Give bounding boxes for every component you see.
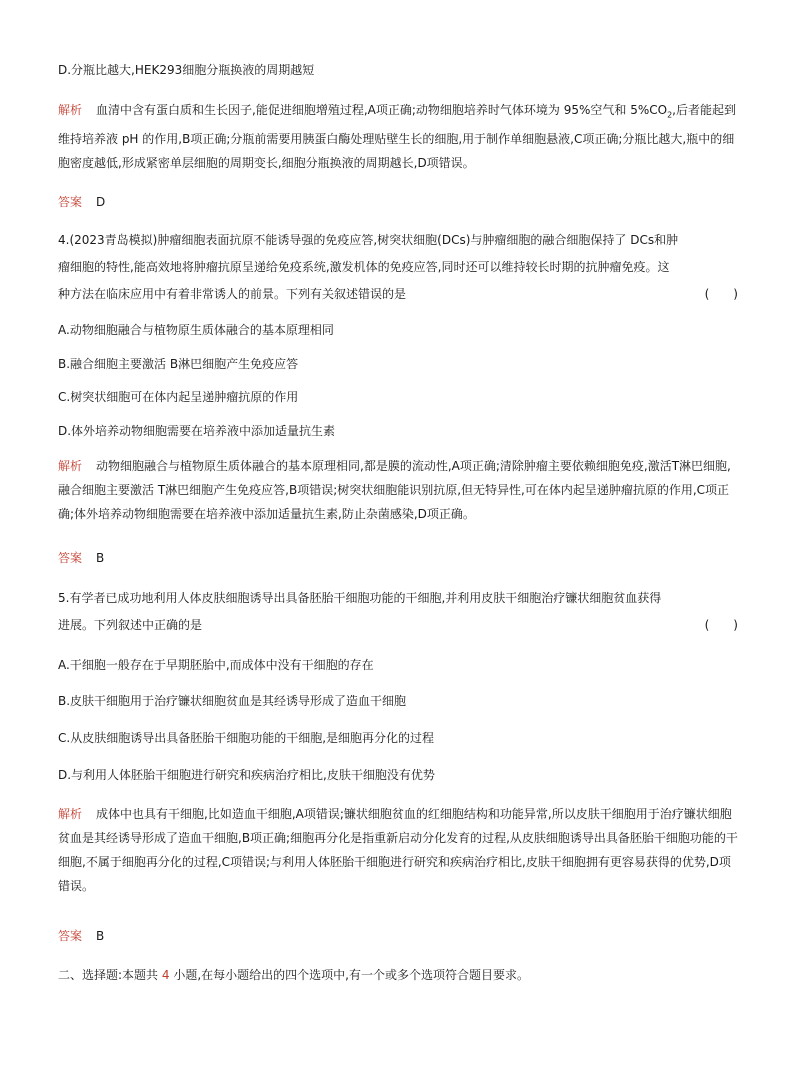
q4-stem-line-1: 4.(2023青岛模拟)肿瘤细胞表面抗原不能诱导强的免疫应答,树突状细胞(DCs)与肿瘤细胞的融合细胞保持了 DCs和肿 (58, 233, 679, 247)
q5-option-c: C.从皮肤细胞诱导出具备胚胎干细胞功能的干细胞,是细胞再分化的过程 (58, 731, 435, 745)
section-2-prefix: 二、选择题:本题共 (58, 968, 162, 982)
q4-answer-blank: ( ) (704, 287, 738, 301)
q3-analysis (58, 98, 738, 175)
co2-subscript: 2 (667, 110, 673, 120)
q3-analysis-text-2: ,后者能起到维持培养液 pH 的作用,B项正确;分瓶前需要用胰蛋白酶处理贴壁生长的细胞,用于制作单细胞悬液,C项正确;分瓶比越大,瓶中的细胞密度越低,形成紧密单层细胞的周期变长,细胞分瓶换液的周期越长,D项错误。 (58, 103, 736, 171)
section-2-suffix: 小题,在每小题给出的四个选项中,有一个或多个选项符合题目要求。 (169, 968, 529, 982)
q5-option-d: D.与利用人体胚胎干细胞进行研究和疾病治疗相比,皮肤干细胞没有优势 (58, 768, 435, 782)
answer-label: 答案 (58, 551, 83, 565)
q4-option-b: B.融合细胞主要激活 B淋巴细胞产生免疫应答 (58, 357, 299, 371)
analysis-label: 解析 (58, 459, 83, 473)
answer-label: 答案 (58, 195, 83, 209)
q4-option-a: A.动物细胞融合与植物原生质体融合的基本原理相同 (58, 323, 334, 337)
answer-value: D (96, 195, 106, 209)
q4-analysis (58, 454, 738, 526)
q3-option-d: D.分瓶比越大,HEK293细胞分瓶换液的周期越短 (58, 63, 315, 77)
analysis-label: 解析 (58, 103, 83, 117)
q5-analysis-text: 成体中也具有干细胞,比如造血干细胞,A项错误;镰状细胞贫血的红细胞结构和功能异常,所以皮肤干细胞用于治疗镰状细胞贫血是其经诱导形成了造血干细胞,B项正确;细胞再分化是指重新启动分化发育的过程,从皮肤细胞诱导出具备胚胎干细胞功能的干细胞,不属于细胞再分化的过程,C项错误;与利用人体胚胎干细胞进行研究和疾病治疗相比,皮肤干细胞拥有更容易获得的优势,D项错误。 (58, 807, 738, 893)
analysis-label: 解析 (58, 807, 83, 821)
q5-stem-line-1: 5.有学者已成功地利用人体皮肤细胞诱导出具备胚胎干细胞功能的干细胞,并利用皮肤干细胞治疗镰状细胞贫血获得 (58, 591, 662, 605)
q5-stem-line-2: 进展。下列叙述中正确的是 (58, 618, 203, 632)
q3-answer (58, 194, 105, 210)
q4-stem-line-3: 种方法在临床应用中有着非常诱人的前景。下列有关叙述错误的是 (58, 287, 407, 301)
q4-option-d: D.体外培养动物细胞需要在培养液中添加适量抗生素 (58, 424, 336, 438)
q4-answer (58, 550, 104, 566)
q4-option-c: C.树突状细胞可在体内起呈递肿瘤抗原的作用 (58, 390, 299, 404)
q4-analysis-text: 动物细胞融合与植物原生质体融合的基本原理相同,都是膜的流动性,A项正确;清除肿瘤主要依赖细胞免疫,激活T淋巴细胞,融合细胞主要激活 T淋巴细胞产生免疫应答,B项错误;树突状细胞能识别抗原,但无特异性,可在体内起呈递肿瘤抗原的作用,C项正确;体外培养动物细胞需要在培养液中添加适量抗生素,防止杂菌感染,D项正确。 (58, 459, 731, 521)
answer-label: 答案 (58, 929, 83, 943)
q3-analysis-text-1: 血清中含有蛋白质和生长因子,能促进细胞增殖过程,A项正确;动物细胞培养时气体环境为 95%空气和 5%CO (96, 103, 668, 117)
q5-answer-blank: ( ) (704, 618, 738, 632)
q5-option-b: B.皮肤干细胞用于治疗镰状细胞贫血是其经诱导形成了造血干细胞 (58, 694, 407, 708)
q5-answer (58, 928, 104, 944)
answer-value: B (96, 929, 105, 943)
section-2-count: 4 (161, 968, 170, 982)
q4-stem-line-2: 瘤细胞的特性,能高效地将肿瘤抗原呈递给免疫系统,激发机体的免疫应答,同时还可以维持较长时期的抗肿瘤免疫。这 (58, 260, 670, 274)
q5-analysis (58, 802, 738, 898)
q5-option-a: A.干细胞一般存在于早期胚胎中,而成体中没有干细胞的存在 (58, 658, 374, 672)
section-2-heading (58, 967, 529, 983)
answer-value: B (96, 551, 105, 565)
